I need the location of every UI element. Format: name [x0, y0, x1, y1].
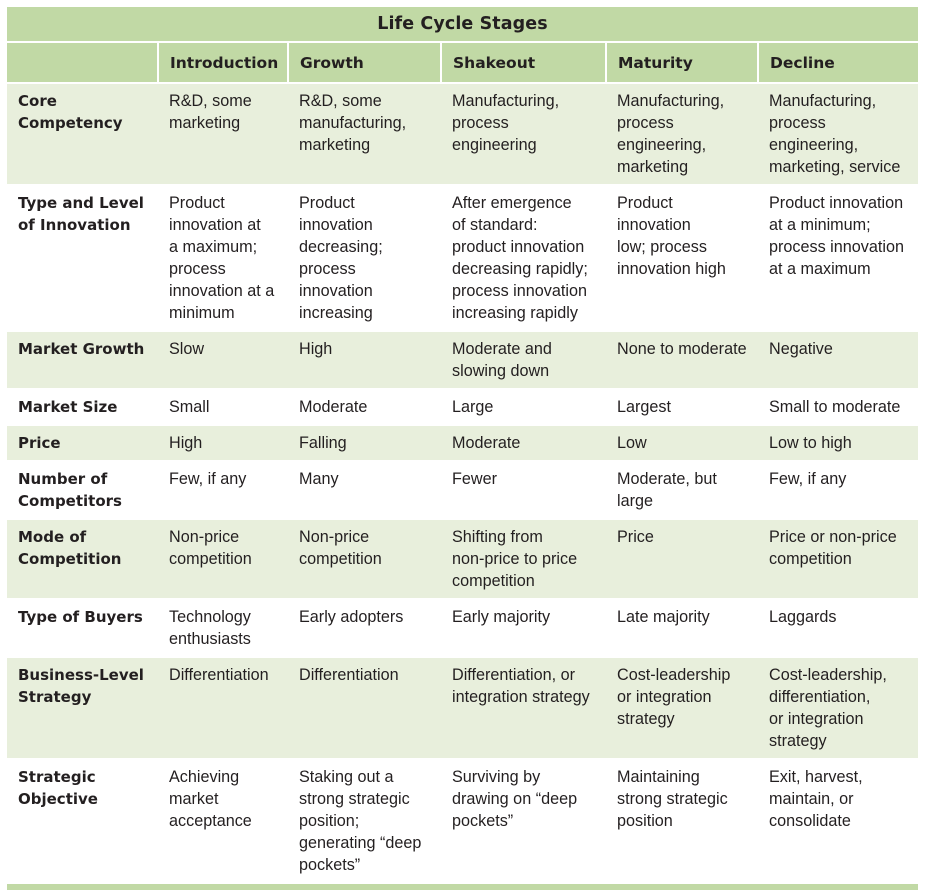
cell-decline: Negative: [758, 331, 918, 389]
cell-introduction: Non-price competition: [158, 519, 288, 599]
cell-maturity: Moderate, but large: [606, 461, 758, 519]
cell-shakeout: Manufacturing, process engineering: [441, 83, 606, 185]
cell-maturity: Late majority: [606, 599, 758, 657]
table-row: [7, 331, 918, 389]
cell-maturity: Manufacturing, process engineering, marketing: [606, 83, 758, 185]
bottom-rule: [7, 884, 918, 890]
row-label: Type and Level of Innovation: [7, 185, 158, 331]
life-cycle-table-container: [7, 7, 918, 890]
life-cycle-table: [7, 43, 918, 882]
table-row: [7, 83, 918, 185]
cell-maturity: Maintaining strong strategic position: [606, 759, 758, 882]
cell-growth: R&D, some manufacturing, marketing: [288, 83, 441, 185]
cell-decline: Price or non-price competition: [758, 519, 918, 599]
cell-shakeout: After emergence of standard: product innovation decreasing rapidly; process innovation increasing rapidly: [441, 185, 606, 331]
cell-growth: Early adopters: [288, 599, 441, 657]
cell-shakeout: Early majority: [441, 599, 606, 657]
row-label: Market Growth: [7, 331, 158, 389]
cell-growth: Falling: [288, 425, 441, 461]
header-decline: Decline: [758, 43, 918, 83]
cell-maturity: Low: [606, 425, 758, 461]
table-row: [7, 519, 918, 599]
cell-decline: Manufacturing, process engineering, marketing, service: [758, 83, 918, 185]
table-header: [7, 43, 918, 83]
cell-introduction: Product innovation at a maximum; process innovation at a minimum: [158, 185, 288, 331]
cell-maturity: Price: [606, 519, 758, 599]
table-body: [7, 83, 918, 882]
cell-maturity: Largest: [606, 389, 758, 425]
header-row: [7, 43, 918, 83]
cell-shakeout: Fewer: [441, 461, 606, 519]
cell-introduction: Small: [158, 389, 288, 425]
row-label: Business-Level Strategy: [7, 657, 158, 759]
row-label: Core Competency: [7, 83, 158, 185]
cell-shakeout: Shifting from non-price to price competition: [441, 519, 606, 599]
header-shakeout: Shakeout: [441, 43, 606, 83]
cell-growth: Product innovation decreasing; process innovation increasing: [288, 185, 441, 331]
cell-shakeout: Large: [441, 389, 606, 425]
cell-maturity: Product innovation low; process innovation high: [606, 185, 758, 331]
row-label: Number of Competitors: [7, 461, 158, 519]
table-title: Life Cycle Stages: [7, 7, 918, 43]
table-row: [7, 599, 918, 657]
cell-shakeout: Differentiation, or integration strategy: [441, 657, 606, 759]
cell-introduction: Few, if any: [158, 461, 288, 519]
cell-growth: Many: [288, 461, 441, 519]
cell-decline: Low to high: [758, 425, 918, 461]
table-row: [7, 759, 918, 882]
table-row: [7, 185, 918, 331]
cell-introduction: Slow: [158, 331, 288, 389]
cell-decline: Cost-leadership, differentiation, or integration strategy: [758, 657, 918, 759]
cell-growth: High: [288, 331, 441, 389]
row-label: Strategic Objective: [7, 759, 158, 882]
cell-introduction: Technology enthusiasts: [158, 599, 288, 657]
cell-growth: Differentiation: [288, 657, 441, 759]
cell-decline: Exit, harvest, maintain, or consolidate: [758, 759, 918, 882]
cell-decline: Small to moderate: [758, 389, 918, 425]
cell-maturity: Cost-leadership or integration strategy: [606, 657, 758, 759]
header-maturity: Maturity: [606, 43, 758, 83]
cell-introduction: High: [158, 425, 288, 461]
cell-introduction: R&D, some marketing: [158, 83, 288, 185]
cell-shakeout: Surviving by drawing on “deep pockets”: [441, 759, 606, 882]
table-row: [7, 657, 918, 759]
cell-decline: Few, if any: [758, 461, 918, 519]
cell-maturity: None to moderate: [606, 331, 758, 389]
table-row: [7, 425, 918, 461]
cell-growth: Non-price competition: [288, 519, 441, 599]
row-label: Market Size: [7, 389, 158, 425]
cell-growth: Staking out a strong strategic position; generating “deep pockets”: [288, 759, 441, 882]
cell-shakeout: Moderate: [441, 425, 606, 461]
table-row: [7, 461, 918, 519]
cell-decline: Product innovation at a minimum; process innovation at a maximum: [758, 185, 918, 331]
cell-growth: Moderate: [288, 389, 441, 425]
cell-shakeout: Moderate and slowing down: [441, 331, 606, 389]
table-row: [7, 389, 918, 425]
cell-introduction: Differentiation: [158, 657, 288, 759]
row-label: Price: [7, 425, 158, 461]
header-corner: [7, 43, 158, 83]
header-growth: Growth: [288, 43, 441, 83]
row-label: Mode of Competition: [7, 519, 158, 599]
cell-introduction: Achieving market acceptance: [158, 759, 288, 882]
header-introduction: Introduction: [158, 43, 288, 83]
cell-decline: Laggards: [758, 599, 918, 657]
row-label: Type of Buyers: [7, 599, 158, 657]
